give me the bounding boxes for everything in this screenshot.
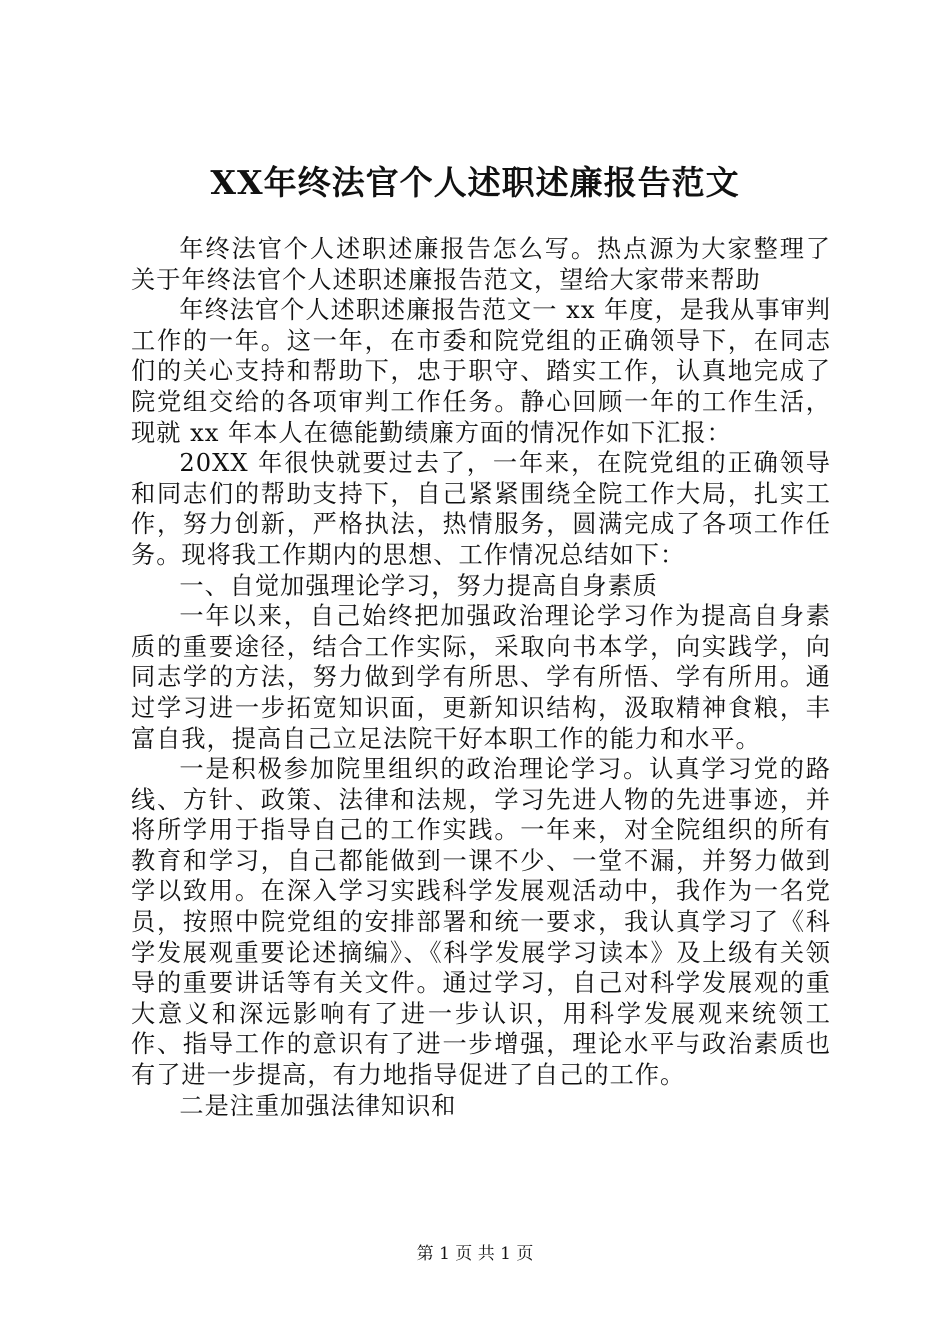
paragraph-intro: 年终法官个人述职述廉报告怎么写。热点源为大家整理了关于年终法官个人述职述廉报告范文，望给大家带来帮助	[131, 235, 831, 294]
paragraph-legal-knowledge: 二是注重加强法律知识和	[179, 1091, 457, 1120]
paragraph-year-summary: 20XX 年很快就要过去了，一年来，在院党组的正确领导和同志们的帮助支持下，自己紧紧围绕全院工作大局，扎实工作，努力创新，严格执法，热情服务，圆满完成了各项工作任务。现将我工作期内的思想、工作情况总结如下：	[131, 449, 831, 569]
paragraph-sample-one: 年终法官个人述职述廉报告范文一 xx 年度，是我从事审判工作的一年。这一年，在市委和院党组的正确领导下，在同志们的关心支持和帮助下，忠于职守、踏实工作，认真地完成了院党组交给的各项审判工作任务。静心回顾一年的工作生活，现就 xx 年本人在德能勤绩廉方面的情况作如下汇报：	[131, 296, 831, 447]
page-footer: 第 1 页 共 1 页	[416, 1244, 534, 1264]
paragraph-political-study: 一是积极参加院里组织的政治理论学习。认真学习党的路线、方针、政策、法律和法规，学习先进人物的先进事迹，并将所学用于指导自己的工作实践。一年来，对全院组织的所有教育和学习，自己都能做到一课不少、一堂不漏，并努力做到学以致用。在深入学习实践科学发展观活动中，我作为一名党员，按照中院党组的安排部署和统一要求，我认真学习了《科学发展观重要论述摘编》、《科学发展学习读本》及上级有关领导的重要讲话等有关文件。通过学习，自己对科学发展观的重大意义和深远影响有了进一步认识，用科学发展观来统领工作、指导工作的意识有了进一步增强，理论水平与政治素质也有了进一步提高，有力地指导促进了自己的工作。	[131, 755, 831, 1090]
document-body	[131, 234, 831, 1121]
section-heading-theory-study: 一、自觉加强理论学习，努力提高自身素质	[179, 571, 658, 600]
document-title: XX年终法官个人述职述廉报告范文	[210, 163, 740, 202]
paragraph-study-overview: 一年以来，自己始终把加强政治理论学习作为提高自身素质的重要途径，结合工作实际，采取向书本学，向实践学，向同志学的方法，努力做到学有所思、学有所悟、学有所用。通过学习进一步拓宽知识面，更新知识结构，汲取精神食粮，丰富自我，提高自己立足法院干好本职工作的能力和水平。	[131, 602, 831, 753]
